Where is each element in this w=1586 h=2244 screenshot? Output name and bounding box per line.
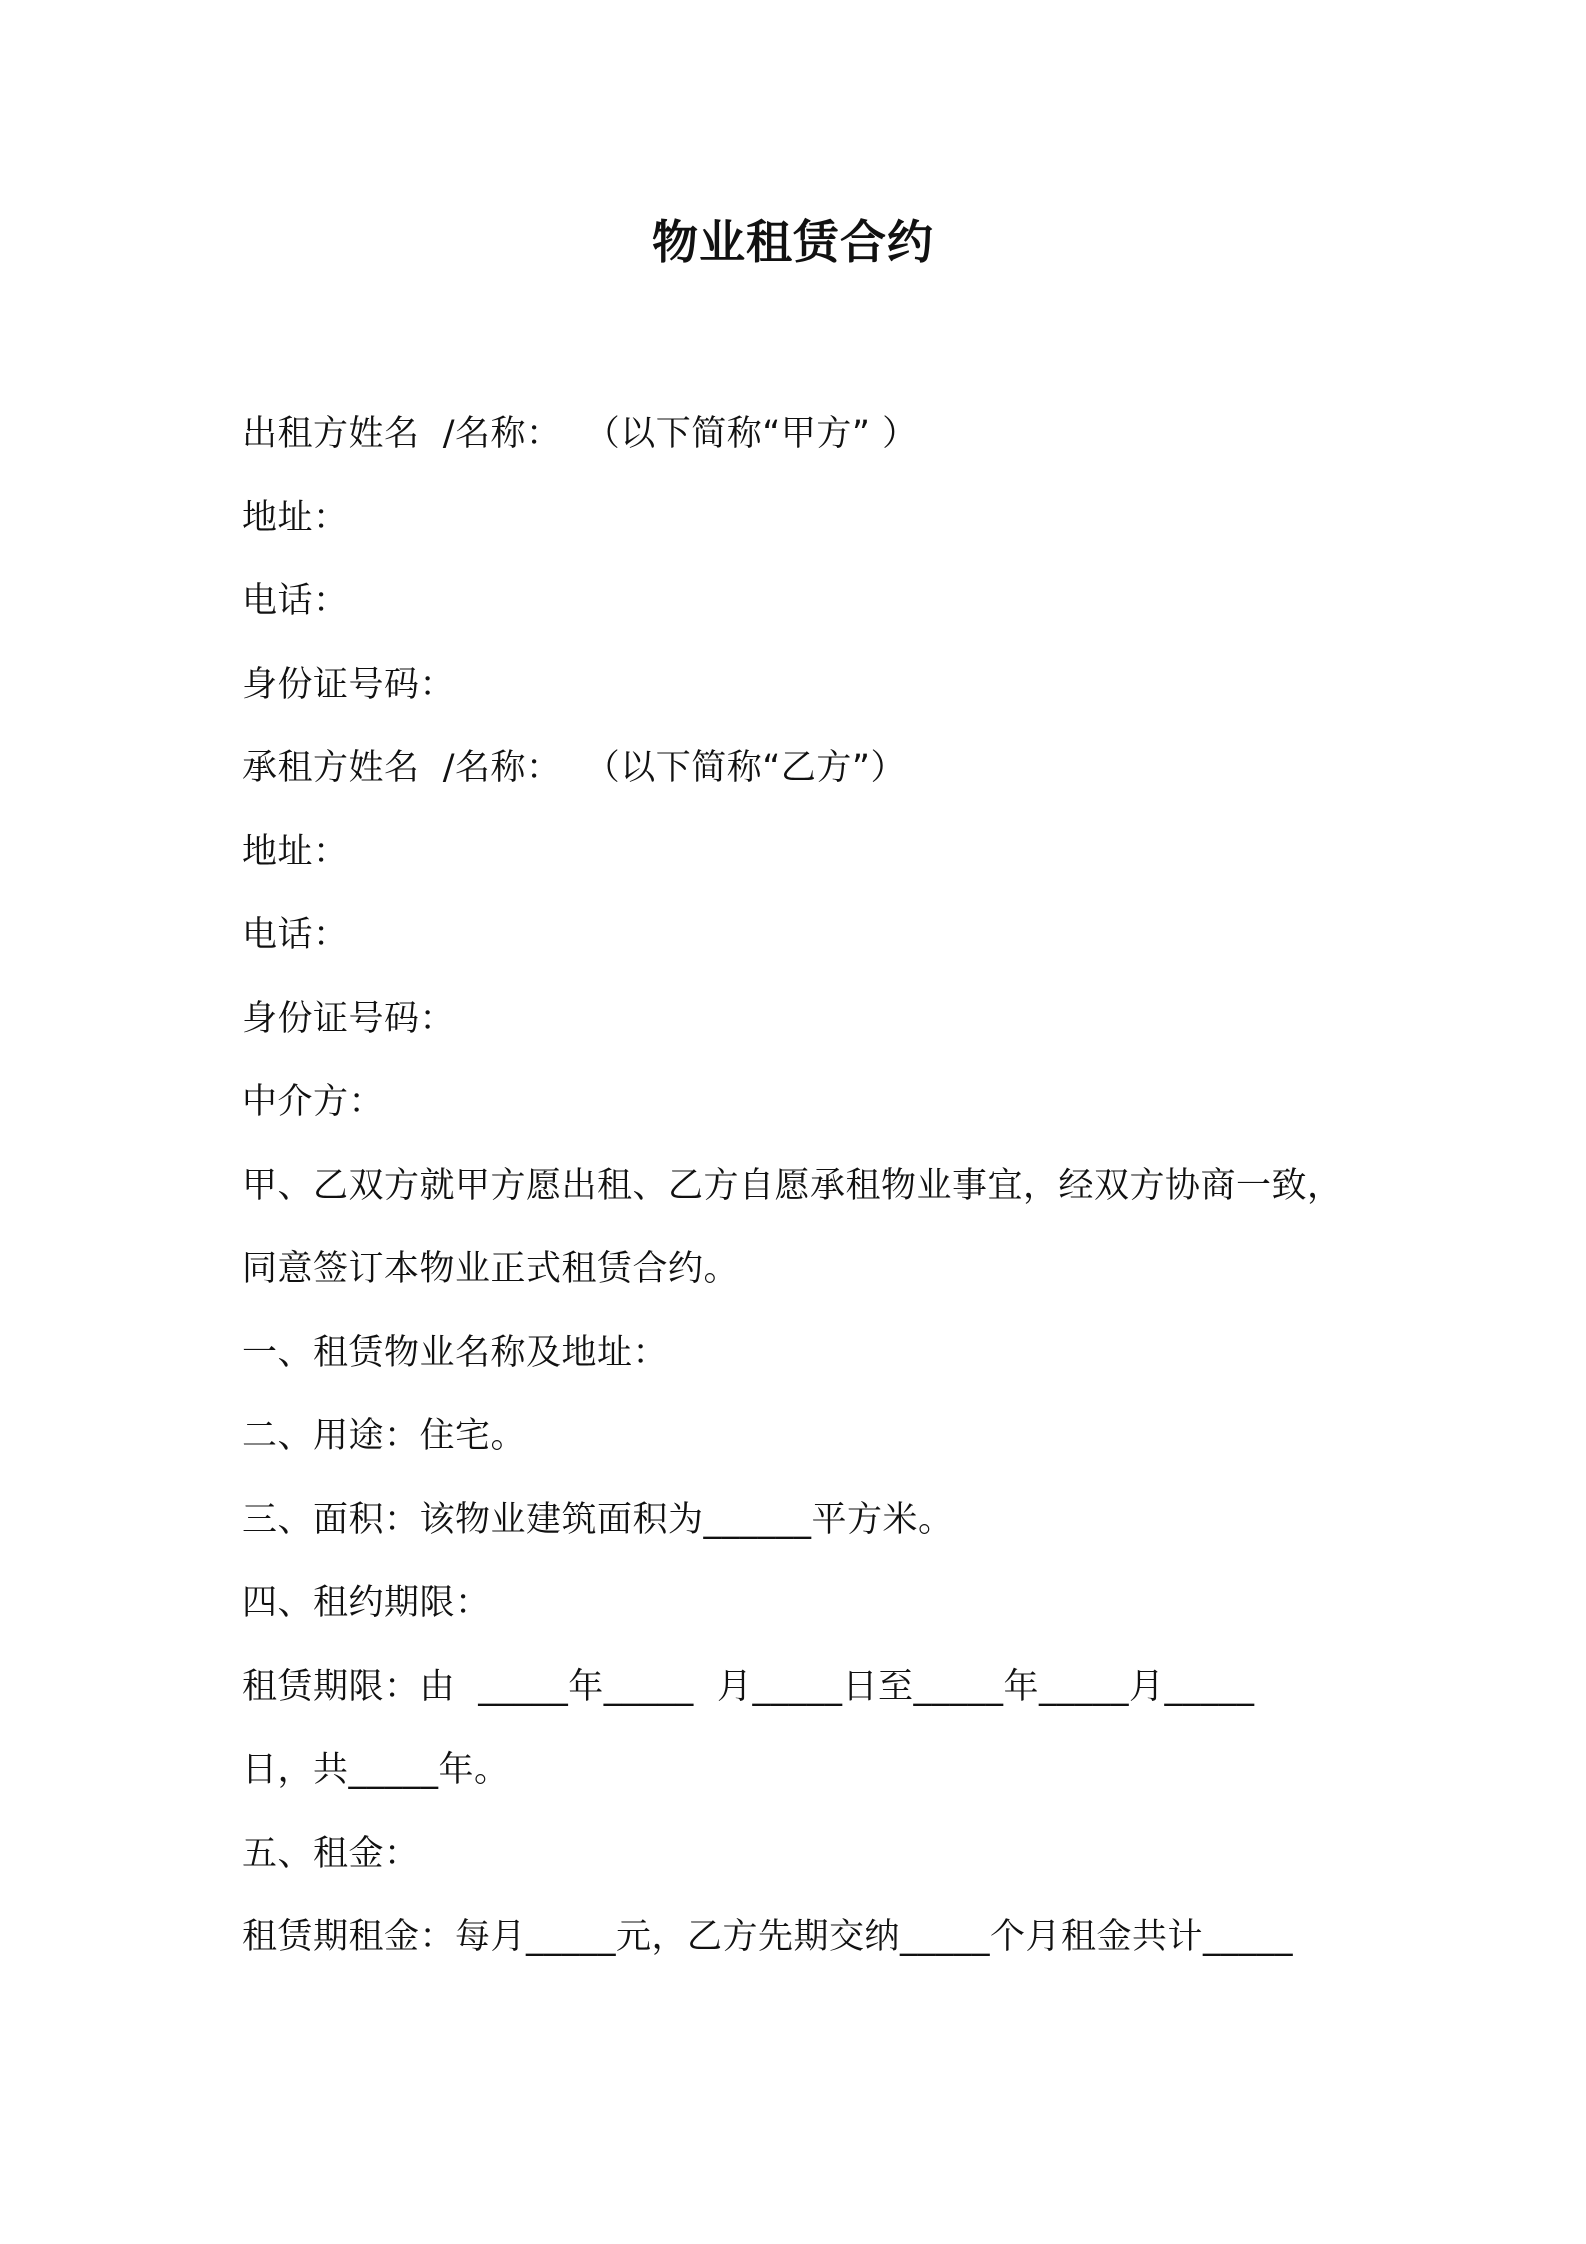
lease-period-line-2: 日，共_____年。 [242,1750,510,1790]
section-property-address: 一、租赁物业名称及地址： [242,1332,669,1373]
rent-detail-line: 租赁期租金：每月_____元，乙方先期交纳_____个月租金共计_____ [242,1917,1294,1957]
lessor-phone-line: 电话： [242,581,349,621]
lessee-id-line: 身份证号码： [242,998,456,1039]
section-rent: 五、租金： [242,1833,420,1874]
agreement-text-line-1: 甲、乙双方就甲方愿出租、乙方自愿承租物业事宜，经双方协商一致， [242,1165,1343,1206]
section-area: 三、面积：该物业建筑面积为______平方米。 [242,1499,954,1540]
document-title: 物业租赁合约 [652,215,934,269]
lessee-address-line: 地址： [242,831,349,872]
lessee-name-line: 承租方姓名 /名称： （以下简称“乙方”） [242,748,907,788]
section-usage: 二、用途：住宅。 [242,1416,527,1456]
lease-period-line-1: 租赁期限：由 _____年_____ 月_____日至_____年_____月_____ [242,1666,1255,1707]
agreement-text-line-2: 同意签订本物业正式租赁合约。 [242,1249,740,1289]
lessee-phone-line: 电话： [242,915,349,955]
agent-line: 中介方： [242,1082,385,1122]
contract-body [242,404,1362,1991]
lessor-id-line: 身份证号码： [242,664,456,705]
section-lease-term: 四、租约期限： [242,1583,491,1623]
lessor-name-line: 出租方姓名 /名称： （以下简称“甲方” ） [242,414,918,454]
lessor-address-line: 地址： [242,497,349,538]
